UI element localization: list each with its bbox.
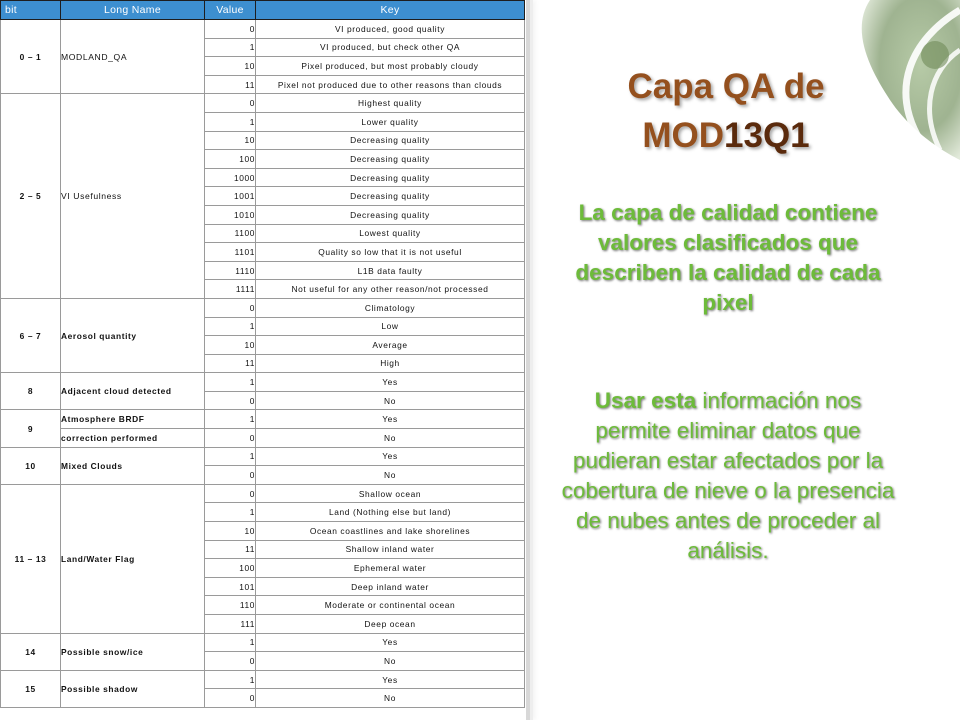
- value-cell: 0: [205, 466, 256, 485]
- value-cell: 100: [205, 559, 256, 578]
- value-cell: 0: [205, 391, 256, 410]
- table-row: [1, 298, 525, 317]
- long-name-cell: MODLAND_QA: [61, 20, 205, 94]
- key-cell: Highest quality: [256, 94, 525, 113]
- title-line-2: [556, 111, 896, 160]
- value-cell: 11: [205, 540, 256, 559]
- value-cell: 1000: [205, 168, 256, 187]
- table-row: [1, 484, 525, 503]
- value-cell: 1: [205, 317, 256, 336]
- key-cell: No: [256, 689, 525, 708]
- bit-cell: 2 – 5: [1, 94, 61, 299]
- header-key: Key: [256, 1, 525, 20]
- header-long-name: Long Name: [61, 1, 205, 20]
- value-cell: 110: [205, 596, 256, 615]
- usage-paragraph: [558, 386, 898, 566]
- value-cell: 10: [205, 57, 256, 76]
- key-cell: Shallow ocean: [256, 484, 525, 503]
- long-name-cell: Adjacent cloud detected: [61, 373, 205, 410]
- key-cell: Yes: [256, 373, 525, 392]
- bit-cell: 0 – 1: [1, 20, 61, 94]
- key-cell: Decreasing quality: [256, 187, 525, 206]
- key-cell: Not useful for any other reason/not processed: [256, 280, 525, 299]
- value-cell: 0: [205, 94, 256, 113]
- value-cell: 10: [205, 522, 256, 541]
- slide-title: [556, 62, 896, 160]
- key-cell: Quality so low that it is not useful: [256, 243, 525, 262]
- table-row: [1, 633, 525, 652]
- value-cell: 1: [205, 503, 256, 522]
- key-cell: VI produced, but check other QA: [256, 38, 525, 57]
- value-cell: 0: [205, 298, 256, 317]
- description-paragraph: La capa de calidad contiene valores clasificados que describen la calidad de cada pixel: [575, 200, 881, 315]
- header-value: Value: [205, 1, 256, 20]
- long-name-cell: Land/Water Flag: [61, 484, 205, 633]
- key-cell: High: [256, 354, 525, 373]
- key-cell: Deep ocean: [256, 615, 525, 634]
- value-cell: 1100: [205, 224, 256, 243]
- key-cell: Lower quality: [256, 112, 525, 131]
- bit-cell: 10: [1, 447, 61, 484]
- value-cell: 1: [205, 670, 256, 689]
- long-name-cell: Aerosol quantity: [61, 298, 205, 372]
- table-row: [1, 373, 525, 392]
- bit-cell: 14: [1, 633, 61, 670]
- key-cell: Decreasing quality: [256, 205, 525, 224]
- table-row: [1, 429, 525, 448]
- value-cell: 1: [205, 38, 256, 57]
- value-cell: 1010: [205, 205, 256, 224]
- long-name-cell: Possible shadow: [61, 670, 205, 707]
- key-cell: Decreasing quality: [256, 131, 525, 150]
- key-cell: Shallow inland water: [256, 540, 525, 559]
- bit-cell: 15: [1, 670, 61, 707]
- key-cell: VI produced, good quality: [256, 20, 525, 39]
- value-cell: 1: [205, 112, 256, 131]
- header-bit: bit: [1, 1, 61, 20]
- key-cell: L1B data faulty: [256, 261, 525, 280]
- title-mod: MOD: [642, 116, 725, 155]
- value-cell: 11: [205, 354, 256, 373]
- key-cell: No: [256, 466, 525, 485]
- table-row: [1, 447, 525, 466]
- table-row: [1, 20, 525, 39]
- key-cell: No: [256, 652, 525, 671]
- key-cell: Decreasing quality: [256, 150, 525, 169]
- value-cell: 10: [205, 336, 256, 355]
- key-cell: Deep inland water: [256, 577, 525, 596]
- key-cell: Ephemeral water: [256, 559, 525, 578]
- value-cell: 100: [205, 150, 256, 169]
- key-cell: Low: [256, 317, 525, 336]
- value-cell: 11: [205, 75, 256, 94]
- title-product-number: 13Q1: [724, 116, 810, 155]
- value-cell: 1: [205, 633, 256, 652]
- value-cell: 1110: [205, 261, 256, 280]
- key-cell: Yes: [256, 633, 525, 652]
- value-cell: 0: [205, 652, 256, 671]
- usage-bold: Usar esta: [594, 388, 697, 413]
- table-row: [1, 670, 525, 689]
- key-cell: Moderate or continental ocean: [256, 596, 525, 615]
- value-cell: 1101: [205, 243, 256, 262]
- value-cell: 0: [205, 20, 256, 39]
- long-name-cell: Atmosphere BRDF: [61, 410, 205, 429]
- value-cell: 0: [205, 484, 256, 503]
- key-cell: No: [256, 429, 525, 448]
- table-header-row: [1, 1, 525, 20]
- bit-cell: 11 – 13: [1, 484, 61, 633]
- key-cell: Pixel not produced due to other reasons than clouds: [256, 75, 525, 94]
- key-cell: Average: [256, 336, 525, 355]
- value-cell: 1111: [205, 280, 256, 299]
- long-name-cell: Mixed Clouds: [61, 447, 205, 484]
- title-line-1: Capa QA de: [627, 67, 825, 106]
- key-cell: No: [256, 391, 525, 410]
- value-cell: 0: [205, 429, 256, 448]
- key-cell: Lowest quality: [256, 224, 525, 243]
- value-cell: 0: [205, 689, 256, 708]
- long-name-cell: VI Usefulness: [61, 94, 205, 299]
- long-name-cell-continued: correction performed: [61, 429, 205, 448]
- key-cell: Yes: [256, 410, 525, 429]
- value-cell: 1: [205, 373, 256, 392]
- usage-rest: información nos permite eliminar datos que pudieran estar afectados por la cobertura de nieve o la presencia de nubes antes de proceder al análisis.: [561, 388, 895, 563]
- key-cell: Decreasing quality: [256, 168, 525, 187]
- value-cell: 101: [205, 577, 256, 596]
- key-cell: Yes: [256, 447, 525, 466]
- table-row: [1, 94, 525, 113]
- value-cell: 111: [205, 615, 256, 634]
- key-cell: Ocean coastlines and lake shorelines: [256, 522, 525, 541]
- value-cell: 1001: [205, 187, 256, 206]
- bit-cell: 6 – 7: [1, 298, 61, 372]
- long-name-cell: Possible snow/ice: [61, 633, 205, 670]
- table-row: [1, 410, 525, 429]
- key-cell: Climatology: [256, 298, 525, 317]
- value-cell: 10: [205, 131, 256, 150]
- key-cell: Yes: [256, 670, 525, 689]
- bit-cell: 8: [1, 373, 61, 410]
- value-cell: 1: [205, 447, 256, 466]
- key-cell: Pixel produced, but most probably cloudy: [256, 57, 525, 76]
- bit-cell: 9: [1, 410, 61, 447]
- value-cell: 1: [205, 410, 256, 429]
- key-cell: Land (Nothing else but land): [256, 503, 525, 522]
